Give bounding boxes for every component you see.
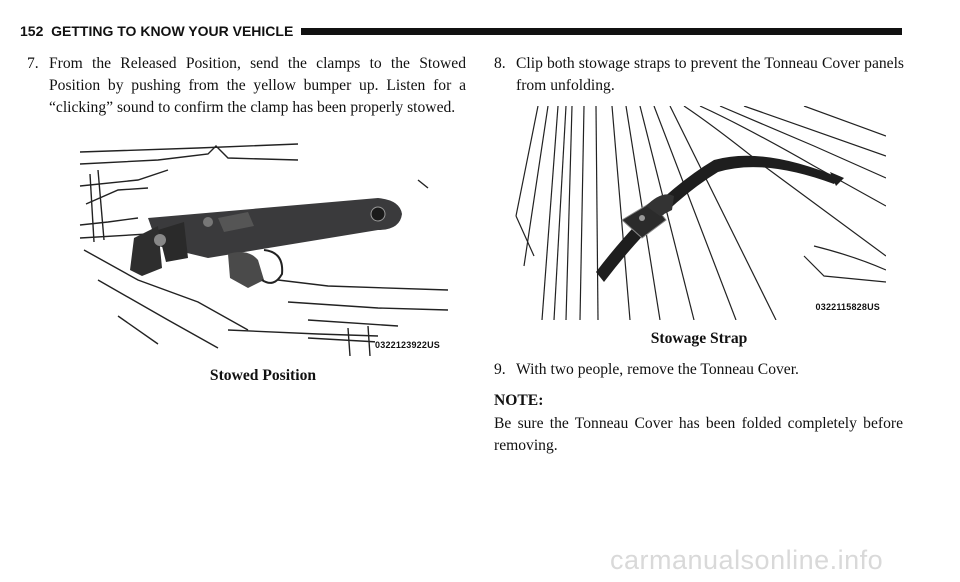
note-text: Be sure the Tonneau Cover has been folded completely before removing. — [494, 415, 903, 454]
page-number: 152 — [20, 23, 44, 39]
note-heading: NOTE: — [494, 392, 544, 409]
stowage-strap-illustration — [514, 106, 886, 320]
page-header — [20, 22, 902, 42]
step-number: 8. — [494, 55, 506, 72]
step-text: From the Released Position, send the clamps to the Stowed Position by pushing from the yellow bumper up. Listen for a “clicking” sound to confirm the clamp has been properly stowed. — [49, 55, 466, 116]
figure-caption: Stowed Position — [209, 367, 317, 384]
clamp-illustration-svg — [78, 130, 448, 358]
step-text: Clip both stowage straps to prevent the Tonneau Cover panels from unfolding. — [516, 55, 904, 94]
header-title — [20, 22, 301, 40]
figure-code: 0322115828US — [815, 302, 880, 312]
section-title: GETTING TO KNOW YOUR VEHICLE — [51, 23, 294, 39]
step-8 — [494, 53, 904, 97]
watermark: carmanualsonline.info — [610, 545, 884, 575]
figure-code: 0322123922US — [375, 340, 440, 350]
strap-illustration-svg — [514, 106, 886, 320]
figure-caption: Stowage Strap — [650, 330, 748, 347]
step-number: 7. — [27, 55, 39, 72]
step-7 — [27, 53, 466, 119]
clamp-stowed-illustration — [78, 130, 448, 358]
step-text: With two people, remove the Tonneau Cover. — [516, 361, 799, 378]
step-number: 9. — [494, 361, 506, 378]
step-9 — [494, 359, 904, 381]
